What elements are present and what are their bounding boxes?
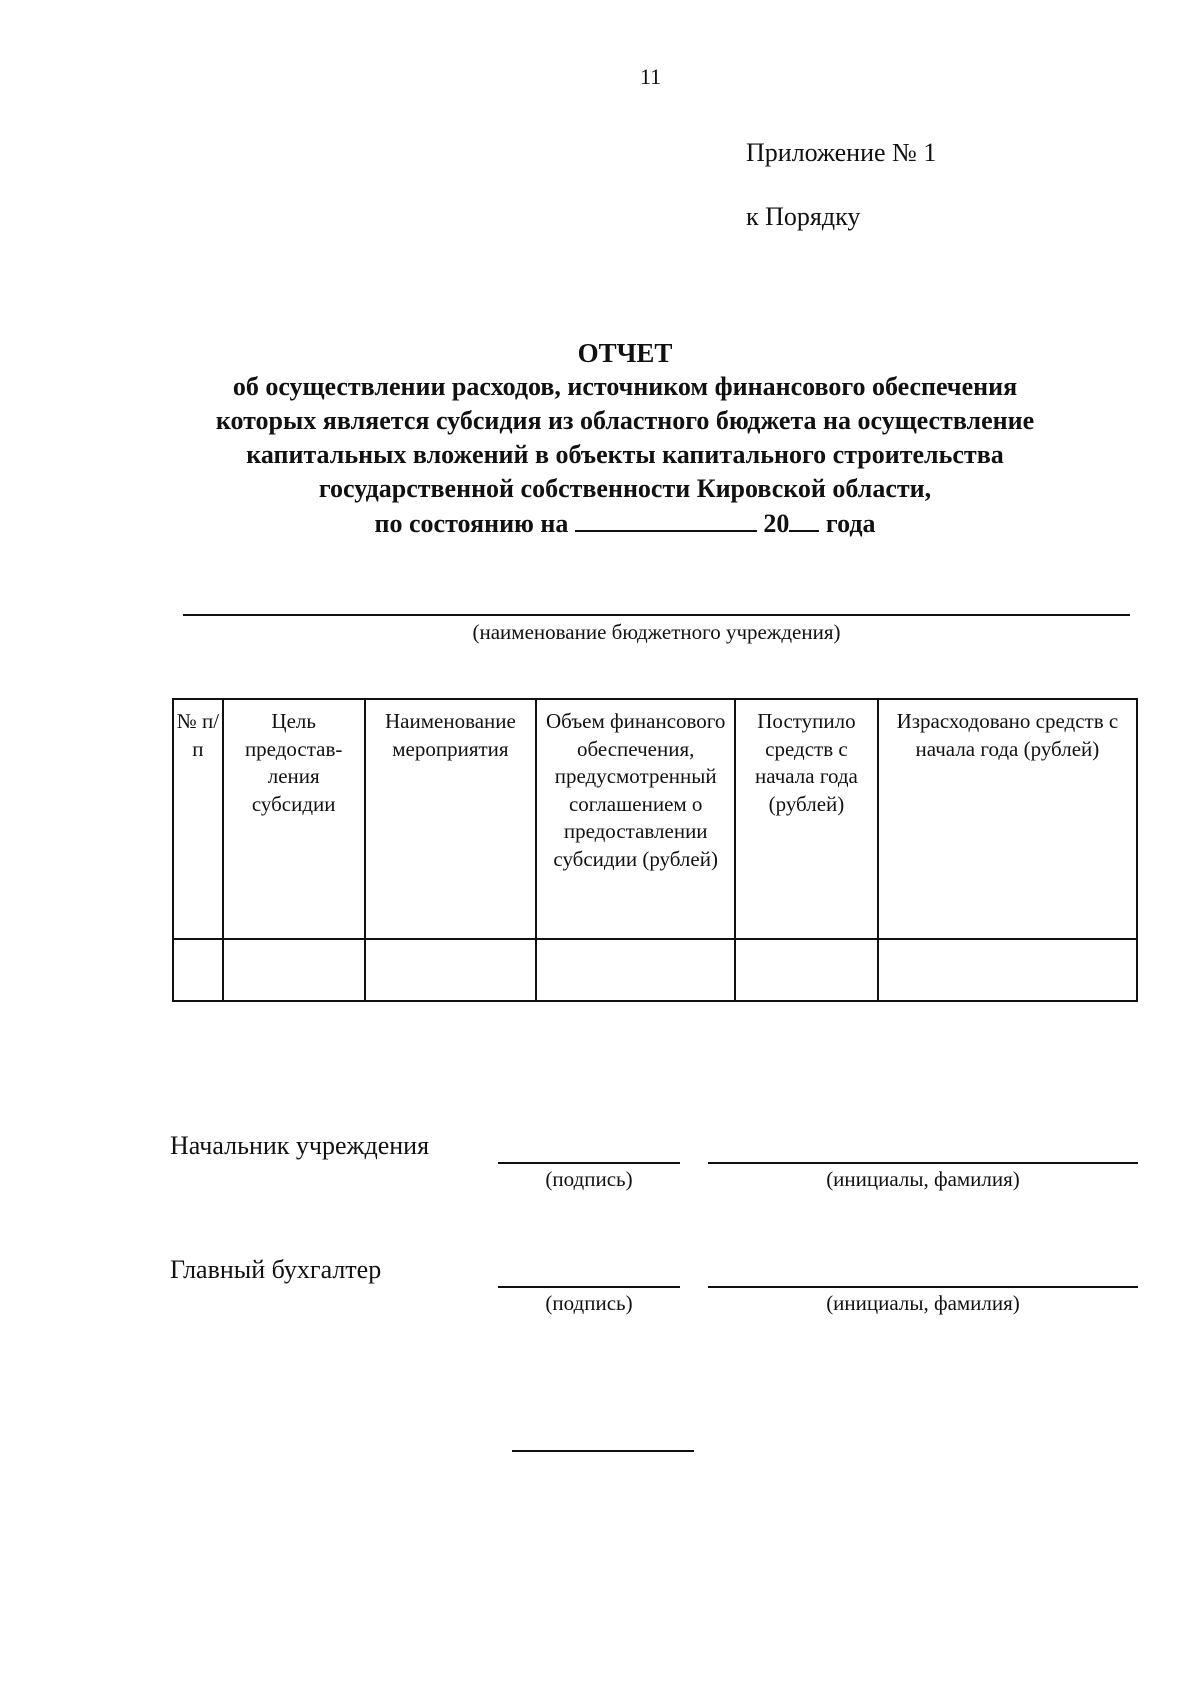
head-name-caption: (инициалы, фамилия) (826, 1167, 1020, 1191)
header-spent-funds: Израсходовано средств с начала года (рублей) (878, 699, 1137, 939)
title-line-2: которых является субсидия из областного бюджета на осуществление (215, 406, 1035, 435)
date-year: 20 (763, 509, 790, 538)
accountant-name-field[interactable] (708, 1286, 1138, 1288)
accountant-signature-caption: (подпись) (545, 1291, 633, 1315)
report-table (172, 698, 1138, 1002)
organization-caption: (наименование бюджетного учреждения) (472, 620, 841, 644)
header-purpose: Цель предостав-ления субсидии (223, 699, 365, 939)
table-row (173, 939, 1137, 1001)
table-header-row (173, 699, 1137, 939)
header-event-name: Наименование мероприятия (365, 699, 537, 939)
report-title (150, 336, 1100, 541)
head-of-institution-label: Начальник учреждения (170, 1131, 430, 1160)
report-date-line (150, 506, 1100, 541)
table-cell[interactable] (173, 939, 223, 1001)
date-prefix: по состоянию на (374, 509, 569, 538)
page-number: 11 (640, 64, 662, 89)
accountant-name-caption: (инициалы, фамилия) (826, 1291, 1020, 1315)
header-funding-volume: Объем финансового обеспечения, предусмотренный соглашением о предоставлении субсидии (рублей) (536, 699, 735, 939)
table-cell[interactable] (223, 939, 365, 1001)
head-signature-field[interactable] (498, 1162, 680, 1164)
end-divider (512, 1450, 694, 1452)
head-name-field[interactable] (708, 1162, 1138, 1164)
table-cell[interactable] (365, 939, 537, 1001)
chief-accountant-label: Главный бухгалтер (170, 1255, 382, 1284)
title-line-1: об осуществлении расходов, источником финансового обеспечения (232, 372, 1018, 401)
date-suffix: года (825, 509, 876, 538)
appendix-label: Приложение № 1 (746, 138, 937, 167)
table-cell[interactable] (536, 939, 735, 1001)
appendix-reference: к Порядку (746, 202, 861, 231)
header-number: № п/п (173, 699, 223, 939)
table-cell[interactable] (735, 939, 878, 1001)
title-line-3: капитальных вложений в объекты капитального строительства (246, 440, 1004, 469)
head-signature-caption: (подпись) (545, 1167, 633, 1191)
date-blank-field[interactable] (575, 506, 757, 532)
title-line-4: государственной собственности Кировской области, (318, 474, 932, 503)
year-blank-field[interactable] (789, 506, 819, 532)
accountant-signature-field[interactable] (498, 1286, 680, 1288)
organization-name-field[interactable] (183, 614, 1130, 616)
header-received-funds: Поступило средств с начала года (рублей) (735, 699, 878, 939)
table-cell[interactable] (878, 939, 1137, 1001)
report-heading: ОТЧЕТ (577, 338, 673, 368)
